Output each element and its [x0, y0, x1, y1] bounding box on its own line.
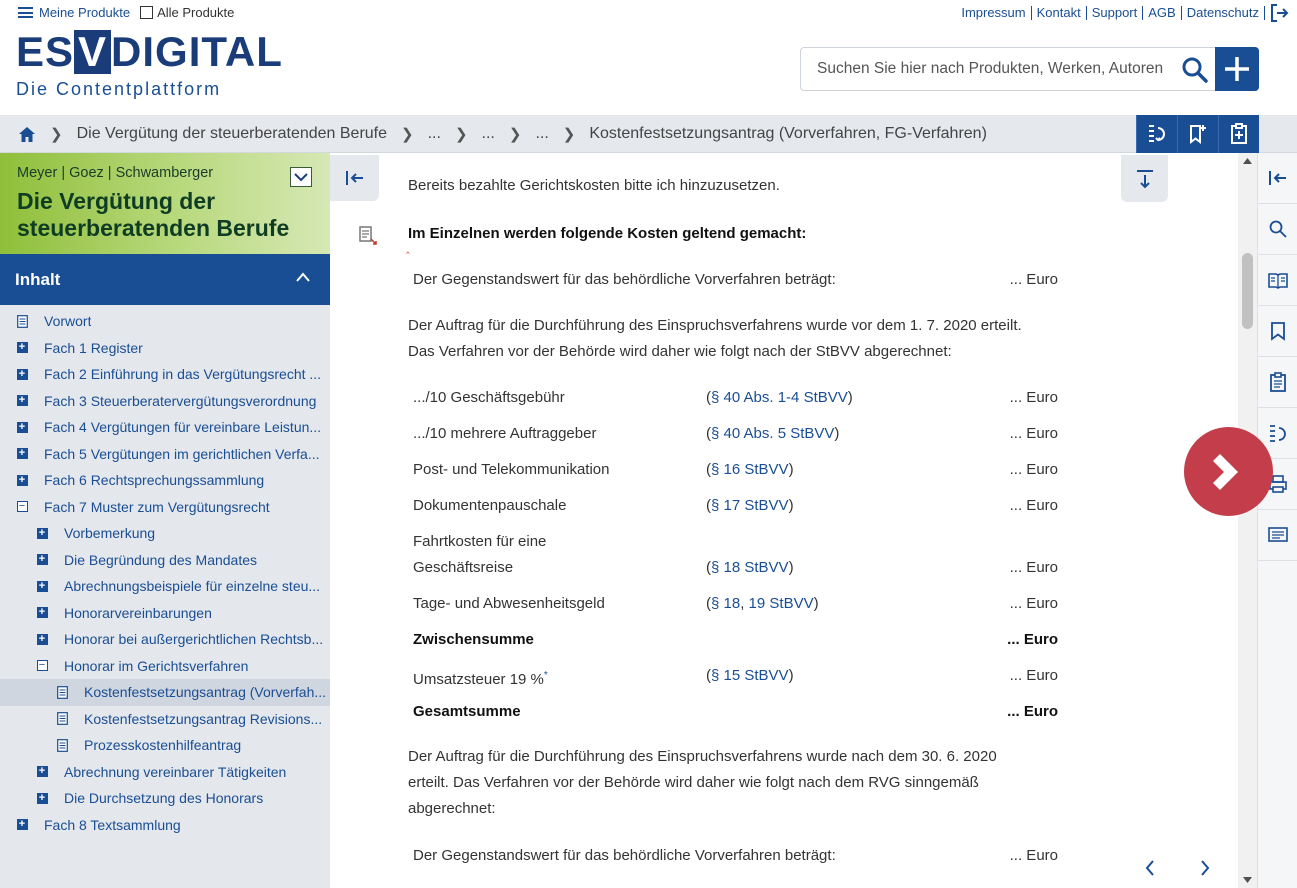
chevron-right-icon [1206, 449, 1252, 495]
chevron-right-icon: ❯ [454, 126, 468, 143]
subtotal-row: Zwischensumme ... Euro [413, 631, 1058, 648]
toc-item-label: Fach 6 Rechtsprechungssammlung [44, 472, 265, 489]
breadcrumb-item[interactable]: Die Vergütung der steuerberatenden Berufe [76, 125, 388, 142]
scroll-down-icon[interactable] [1242, 876, 1253, 884]
add-bookmark-button[interactable] [1177, 115, 1218, 153]
fee-row-label-line: Fahrtkosten für eine [413, 533, 547, 550]
expand-icon[interactable]: + [36, 554, 48, 566]
toc-item-label: Abrechnung vereinbarer Tätigkeiten [64, 763, 287, 780]
toc-list [0, 308, 330, 838]
footnote-link[interactable]: * [543, 670, 548, 681]
document-icon [16, 315, 28, 327]
expand-icon[interactable]: + [16, 448, 28, 460]
toc-item-label: Prozesskostenhilfeantrag [84, 737, 242, 754]
paragraph: Bereits bezahlte Gerichtskosten bitte ich hinzuzusetzen. [408, 177, 780, 194]
top-header [0, 0, 1297, 115]
breadcrumb-item[interactable]: ... [481, 125, 495, 142]
chevron-right-icon: ❯ [562, 126, 576, 143]
expand-icon[interactable]: + [16, 421, 28, 433]
toc-item[interactable] [0, 759, 330, 786]
toc-item[interactable] [0, 600, 330, 627]
book-authors: Meyer | Goez | Schwamberger [17, 165, 214, 181]
toc-item-label: Vorwort [44, 313, 92, 330]
fee-row: Dokumentenpauschale (§ 17 StBVV) ... Euro [413, 497, 1058, 514]
chevron-right-icon: ❯ [508, 126, 522, 143]
next-page-icon[interactable] [1202, 861, 1208, 875]
add-clipboard-button[interactable] [1218, 115, 1259, 153]
breadcrumb-item[interactable]: ... [427, 125, 441, 142]
chevron-right-icon: ❯ [50, 126, 63, 143]
next-section-button[interactable] [1184, 427, 1273, 516]
gegenstandswert-row: Der Gegenstandswert für das behördliche Vorverfahren beträgt: ... Euro [413, 847, 1058, 864]
page-navigation [1136, 853, 1216, 883]
total-row: Gesamtsumme ... Euro [413, 703, 1058, 720]
toc-item[interactable] [0, 573, 330, 600]
toc-item-label: Die Begründung des Mandates [64, 551, 258, 568]
checkbox[interactable] [140, 6, 153, 19]
content-scrollbar[interactable] [1238, 153, 1257, 888]
link-kontakt[interactable]: Kontakt [1032, 6, 1087, 20]
plus-icon [1215, 47, 1259, 91]
bookmark-icon [1270, 321, 1286, 341]
chevron-right-icon: ❯ [401, 126, 414, 143]
law-reference-link[interactable]: § 18 StBVV [711, 559, 789, 576]
toc-item-label: Fach 4 Vergütungen für vereinbare Leistun... [44, 419, 322, 436]
law-reference-link[interactable]: 19 StBVV [748, 595, 814, 612]
clipboard-add-icon [1229, 123, 1249, 145]
document-icon [56, 739, 68, 751]
toc-item-label: Fach 3 Steuerberatervergütungsverordnung [44, 392, 317, 409]
logo-subtitle: Die Contentplattform [16, 79, 222, 99]
vat-row: Umsatzsteuer 19 %* (§ 15 StBVV) ... Euro [413, 667, 1058, 688]
open-book-icon [1268, 271, 1288, 289]
annotation-marker[interactable]: ‸ [406, 242, 410, 254]
clipboard-icon [1269, 372, 1287, 392]
link-datenschutz[interactable]: Datenschutz [1182, 6, 1265, 20]
collapse-icon[interactable]: − [36, 660, 48, 672]
law-reference-link[interactable]: § 15 StBVV [711, 667, 789, 684]
toc-item-label: Die Durchsetzung des Honorars [64, 790, 264, 807]
search-in-document-button[interactable] [1258, 204, 1297, 255]
toc-item[interactable] [0, 308, 330, 335]
book-view-button[interactable] [1258, 255, 1297, 306]
collapse-left-icon [345, 169, 365, 187]
toc-item-label: Kostenfestsetzungsantrag Revisions... [84, 710, 323, 727]
toc-item[interactable] [0, 388, 330, 415]
toggle-panel-button[interactable] [1258, 153, 1297, 204]
collapse-icon[interactable]: − [16, 501, 28, 513]
toc-item[interactable] [0, 467, 330, 494]
paragraph: Der Auftrag für die Durchführung des Einspruchsverfahrens wurde vor dem 1. 7. 2020 erteilt. Das Verfahren vor der Behörde wird daher wie folgt nach der StBVV abgerechnet: [408, 317, 1022, 360]
breadcrumb [18, 115, 987, 153]
toc-item[interactable] [0, 626, 330, 653]
scroll-to-bottom-button[interactable] [1121, 155, 1168, 202]
book-header [0, 153, 330, 254]
right-toolbar [1257, 153, 1297, 888]
breadcrumb-actions [1136, 115, 1259, 153]
toc-item[interactable] [0, 547, 330, 574]
toc-panel [0, 153, 330, 888]
book-title: Die Vergütung der steuerberatenden Berufe [17, 188, 290, 241]
expand-icon[interactable]: + [16, 368, 28, 380]
search-icon [1269, 220, 1287, 238]
toc-item-label: Fach 8 Textsammlung [44, 816, 181, 833]
fee-row: .../10 mehrere Auftraggeber (§ 40 Abs. 5 StBVV) ... Euro [413, 425, 1058, 442]
home-icon[interactable] [18, 126, 36, 143]
toc-item-label: Vorbemerkung [64, 525, 156, 542]
logout-icon[interactable] [1269, 3, 1289, 23]
toc-item[interactable] [0, 812, 330, 839]
scroll-up-icon[interactable] [1242, 157, 1253, 165]
breadcrumb-current: Kostenfestsetzungsantrag (Vorverfahren, FG-Verfahren) [589, 125, 987, 142]
expand-icon[interactable]: + [16, 474, 28, 486]
fee-row: Tage- und Abwesenheitsgeld (§ 18, 19 StBVV) ... Euro [413, 595, 1058, 612]
toc-item[interactable] [0, 679, 330, 706]
toc-item[interactable] [0, 441, 330, 468]
expand-icon[interactable]: + [16, 819, 28, 831]
link-agb[interactable]: AGB [1143, 6, 1181, 20]
sync-toc-icon [1147, 123, 1167, 145]
document-icon [56, 686, 68, 698]
breadcrumb-bar [0, 115, 1297, 153]
add-button[interactable] [1215, 47, 1259, 91]
law-reference-link[interactable]: § 18 [711, 595, 741, 612]
chevron-down-icon [294, 173, 308, 182]
expand-icon[interactable]: + [36, 580, 48, 592]
toc-item-label: Fach 1 Register [44, 339, 143, 356]
collapse-left-icon [1268, 169, 1288, 187]
toc-item-label: Fach 5 Vergütungen im gerichtlichen Verfa... [44, 445, 320, 462]
notes-icon [1268, 526, 1288, 544]
search-box [800, 47, 1216, 91]
toc-item[interactable] [0, 335, 330, 362]
product-switcher [18, 5, 244, 20]
toc-heading[interactable]: Inhalt [0, 254, 330, 305]
toc-item-label: Honorarvereinbarungen [64, 604, 212, 621]
previous-page-icon[interactable] [1147, 861, 1153, 875]
gegenstandswert-row: Der Gegenstandswert für das behördliche Vorverfahren beträgt: ... Euro [413, 271, 1058, 288]
toc-item-label: Fach 2 Einführung in das Vergütungsrecht ... [44, 366, 322, 383]
expand-icon[interactable]: + [16, 342, 28, 354]
esv-logo[interactable]: ESVDIGITAL Die Contentplattform [16, 28, 283, 99]
toc-item[interactable] [0, 494, 330, 521]
toc-item-label: Honorar im Gerichtsverfahren [64, 657, 249, 674]
law-reference-link[interactable]: § 40 Abs. 5 StBVV [711, 425, 835, 442]
document-content [330, 153, 1257, 888]
clipboard-button[interactable] [1258, 357, 1297, 408]
toc-item[interactable] [0, 785, 330, 812]
toc-item[interactable] [0, 520, 330, 547]
toc-item-label: Fach 7 Muster zum Vergütungsrecht [44, 498, 270, 515]
expand-icon[interactable]: + [36, 633, 48, 645]
toc-item-label: Abrechnungsbeispiele für einzelne steu... [64, 578, 321, 595]
fee-row: Post- und Telekommunikation (§ 16 StBVV) ... Euro [413, 461, 1058, 478]
paragraph: Der Auftrag für die Durchführung des Einspruchsverfahrens wurde nach dem 30. 6. 2020 erteilt. Das Verfahren vor der Behörde wird daher wie folgt nach dem RVG sinngemäß abgerechnet: [408, 748, 997, 817]
toc-item-label: Honorar bei außergerichtlichen Rechtsb... [64, 631, 324, 648]
toc-item[interactable] [0, 361, 330, 388]
section-heading: Im Einzelnen werden folgende Kosten geltend gemacht: [408, 225, 807, 242]
toc-item[interactable] [0, 706, 330, 733]
sync-toc-icon [1268, 423, 1288, 443]
my-products-link[interactable]: Meine Produkte [18, 5, 130, 20]
arrow-down-bar-icon [1136, 169, 1154, 189]
link-support[interactable]: Support [1087, 6, 1144, 20]
expand-icon[interactable]: + [16, 395, 28, 407]
toc-item[interactable] [0, 414, 330, 441]
fee-row: Geschäftsreise (§ 18 StBVV) ... Euro [413, 559, 1058, 576]
document-icon [56, 713, 68, 725]
collapse-toc-button[interactable] [330, 155, 379, 201]
breadcrumb-item[interactable]: ... [535, 125, 549, 142]
toc-item-label: Kostenfestsetzungsantrag (Vorverfah... [84, 684, 327, 701]
expand-icon[interactable]: + [36, 792, 48, 804]
law-reference-link[interactable]: § 40 Abs. 1-4 StBVV [711, 389, 848, 406]
expand-icon[interactable]: + [36, 766, 48, 778]
toc-item[interactable] [0, 732, 330, 759]
all-products-toggle[interactable]: Alle Produkte [140, 5, 234, 20]
bookmarks-button[interactable] [1258, 306, 1297, 357]
link-impressum[interactable]: Impressum [956, 6, 1031, 20]
sync-toc-button[interactable] [1136, 115, 1177, 153]
bookmark-add-icon [1188, 123, 1208, 145]
expand-icon[interactable]: + [36, 527, 48, 539]
document-link-icon[interactable] [358, 225, 378, 245]
footer-links [956, 6, 1265, 20]
law-reference-link[interactable]: § 17 StBVV [711, 497, 789, 514]
search-icon[interactable] [1181, 56, 1209, 84]
fee-row: .../10 Geschäftsgebühr (§ 40 Abs. 1-4 StBVV) ... Euro [413, 389, 1058, 406]
scrollbar-thumb[interactable] [1242, 253, 1253, 329]
book-menu-dropdown[interactable] [290, 167, 312, 187]
chevron-up-icon [296, 272, 310, 282]
toc-item[interactable] [0, 653, 330, 680]
law-reference-link[interactable]: § 16 StBVV [711, 461, 789, 478]
expand-icon[interactable]: + [36, 607, 48, 619]
search-input[interactable] [801, 60, 1169, 78]
notes-button[interactable] [1258, 510, 1297, 561]
menu-icon [18, 7, 33, 18]
